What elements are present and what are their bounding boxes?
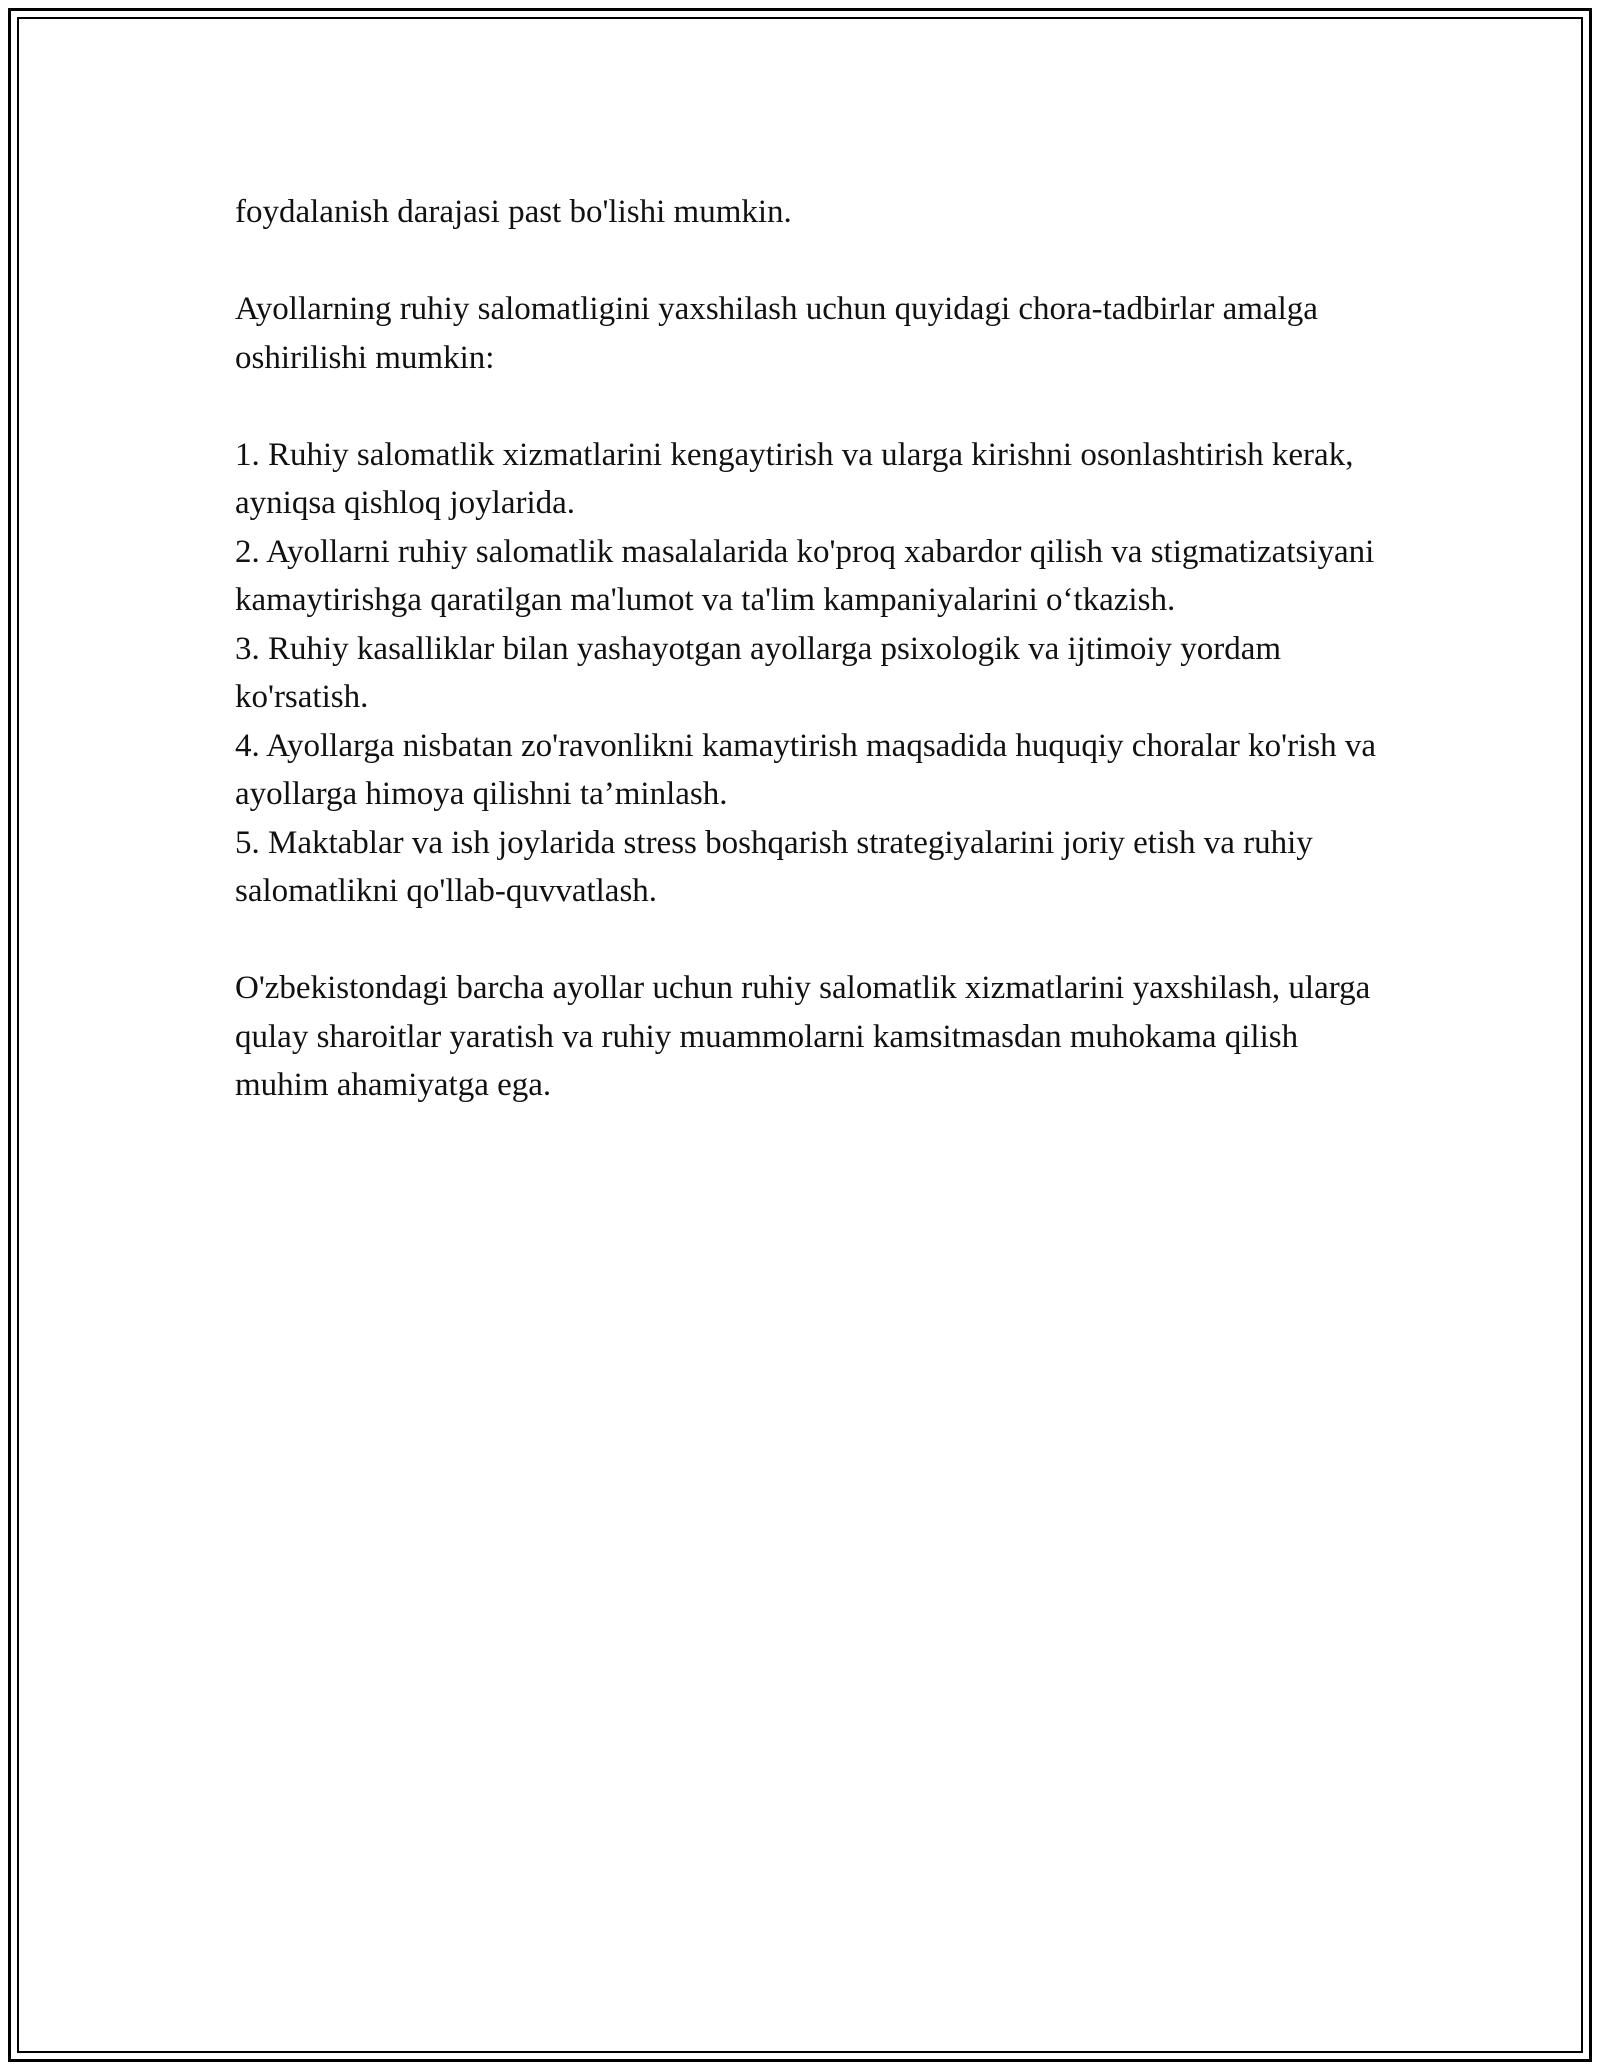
list-item-1: 1. Ruhiy salomatlik xizmatlarini kengaytirish va ularga kirishni osonlashtirish kerak, ayniqsa qishloq joylarida. [235, 436, 1354, 521]
list-item-3: 3. Ruhiy kasalliklar bilan yashayotgan ayollarga psixologik va ijtimoiy yordam ko'rsatish. [235, 630, 1282, 715]
list-item-4: 4. Ayollarga nisbatan zo'ravonlikni kamaytirish maqsadida huquqiy choralar ko'rish va ayollarga himoya qilishni ta’minlash. [235, 727, 1376, 812]
paragraph-conclusion: O'zbekistondagi barcha ayollar uchun ruhiy salomatlik xizmatlarini yaxshilash, ularga qulay sharoitlar yaratish va ruhiy muammolarni kamsitmasdan muhokama qilish muhim ahamiyatga ega. [235, 970, 1371, 1103]
paragraph-intro: Ayollarning ruhiy salomatligini yaxshilash uchun quyidagi chora-tadbirlar amalga oshirilishi mumkin: [235, 291, 1318, 376]
list-item-5: 5. Maktablar va ish joylarida stress boshqarish strategiyalarini joriy etish va ruhiy salomatlikni qo'llab-quvvatlash. [235, 824, 1313, 909]
paragraph-spacer [235, 916, 1385, 965]
document-body [235, 188, 1385, 1110]
list-item-2: 2. Ayollarni ruhiy salomatlik masalalarida ko'proq xabardor qilish va stigmatizatsiyani kamaytirishga qaratilgan ma'lumot va ta'lim kampaniyalarini o‘tkazish. [235, 533, 1375, 618]
paragraph-spacer [235, 382, 1385, 431]
paragraph-continuation: foydalanish darajasi past bo'lishi mumkin. [235, 194, 792, 230]
paragraph-spacer [235, 237, 1385, 286]
